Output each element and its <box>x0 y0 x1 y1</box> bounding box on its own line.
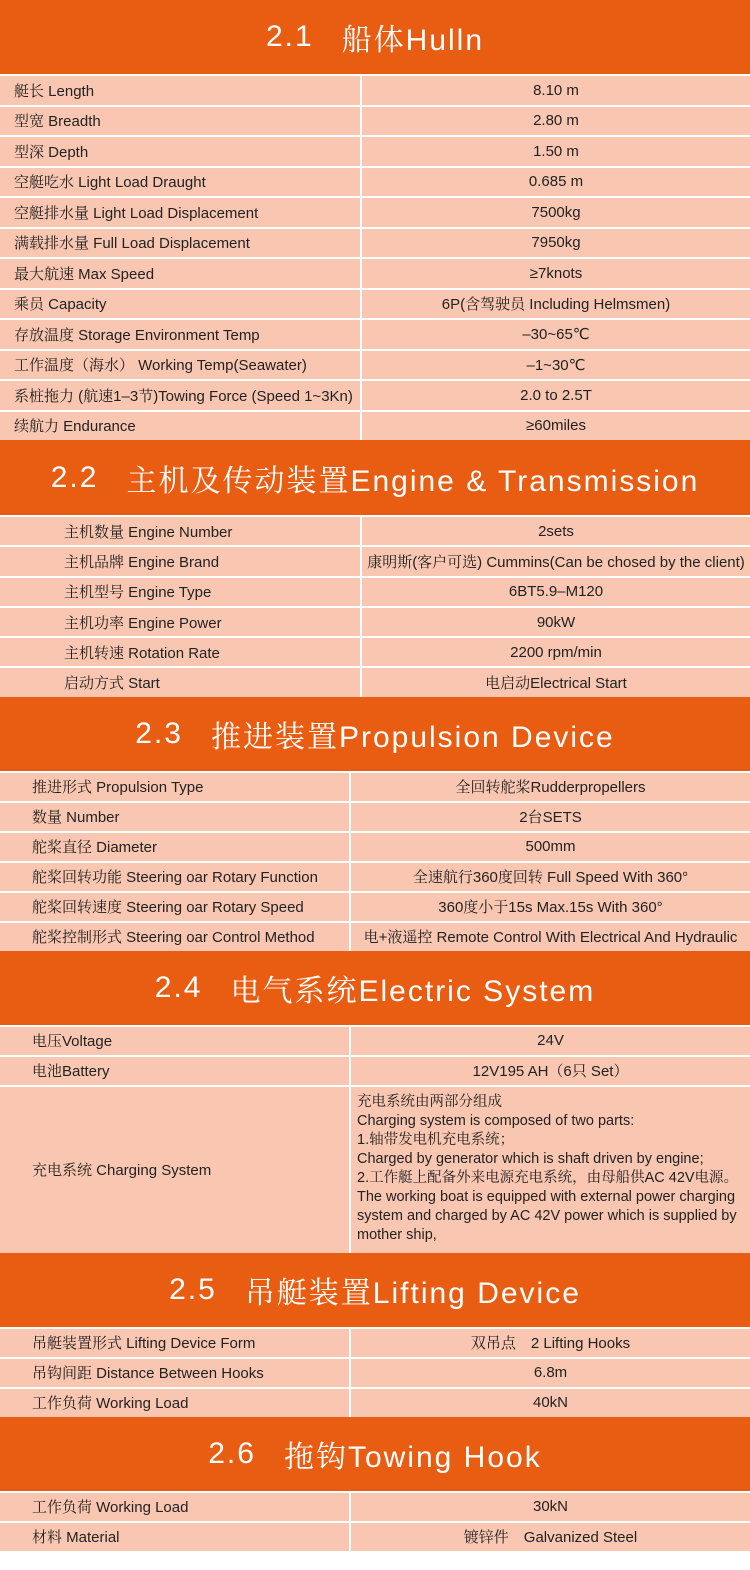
spec-row <box>0 135 750 166</box>
spec-value-multiline <box>351 1087 750 1253</box>
spec-key: 艇长 Length <box>0 76 362 105</box>
spec-key: 舵桨控制形式 Steering oar Control Method <box>0 923 351 951</box>
section-number: 2.6 <box>208 1436 256 1470</box>
spec-key: 电压Voltage <box>0 1027 351 1055</box>
section-number: 2.2 <box>50 460 99 494</box>
spec-key: 满载排水量 Full Load Displacement <box>0 229 362 258</box>
spec-key: 材料 Material <box>0 1523 351 1551</box>
spec-row <box>0 666 750 696</box>
spec-value: 7950kg <box>531 234 581 252</box>
spec-row <box>0 227 750 258</box>
section-title: 船体Hulln <box>341 24 485 57</box>
spec-value: 24V <box>537 1032 564 1050</box>
spec-row <box>0 196 750 227</box>
spec-key: 工作温度（海水） Working Temp(Seawater) <box>0 351 362 380</box>
section-title: 推进装置Propulsion Device <box>210 720 615 754</box>
spec-value: 全速航行360度回转 Full Speed With 360° <box>412 869 689 887</box>
spec-row <box>0 410 750 441</box>
spec-value: 2200 rpm/min <box>510 643 602 661</box>
section-number: 2.3 <box>135 716 183 750</box>
spec-row <box>0 1521 750 1551</box>
spec-value: 电+液遥控 Remote Control With Electrical And Hydraulic <box>363 929 738 947</box>
spec-value: –1~30℃ <box>526 356 586 374</box>
section-number: 2.1 <box>265 20 314 53</box>
spec-row <box>0 1055 750 1085</box>
spec-row <box>0 288 750 319</box>
spec-row <box>0 636 750 666</box>
section-header <box>0 951 750 1025</box>
charging-line: Charging system is composed of two parts: <box>357 1112 635 1129</box>
spec-row <box>0 1025 750 1055</box>
section-header <box>0 1253 750 1327</box>
spec-key: 系桩拖力 (航速1–3节)Towing Force (Speed 1~3Kn) <box>0 381 362 410</box>
spec-row <box>0 801 750 831</box>
section-towing <box>0 1417 750 1551</box>
spec-value: 2.80 m <box>533 112 579 130</box>
spec-key: 最大航速 Max Speed <box>0 259 362 288</box>
spec-key: 空艇排水量 Light Load Displacement <box>0 198 362 227</box>
section-title: 主机及传动装置Engine & Transmission <box>126 464 700 498</box>
spec-row <box>0 349 750 380</box>
spec-key: 工作负荷 Working Load <box>0 1389 351 1417</box>
spec-value: 2.0 to 2.5T <box>520 386 592 404</box>
spec-value: 30kN <box>532 1498 569 1516</box>
spec-key: 舵桨回转速度 Steering oar Rotary Speed <box>0 893 351 921</box>
spec-row <box>0 105 750 136</box>
spec-value: 12V195 AH（6只 Set） <box>472 1063 629 1081</box>
spec-key: 电池Battery <box>0 1057 351 1085</box>
spec-value: ≥7knots <box>529 264 583 282</box>
section-hull <box>0 0 750 440</box>
spec-value: 90kW <box>536 613 576 631</box>
spec-row <box>0 1357 750 1387</box>
spec-row <box>0 318 750 349</box>
spec-row <box>0 379 750 410</box>
spec-key: 舵桨回转功能 Steering oar Rotary Function <box>0 863 351 891</box>
section-header <box>0 1417 750 1491</box>
spec-row <box>0 921 750 951</box>
section-electric <box>0 951 750 1253</box>
spec-key: 推进形式 Propulsion Type <box>0 773 351 801</box>
section-number: 2.4 <box>154 970 203 1004</box>
section-header <box>0 440 750 515</box>
spec-row <box>0 891 750 921</box>
section-title: 电气系统Electric System <box>230 974 596 1008</box>
spec-row <box>0 861 750 891</box>
spec-row <box>0 831 750 861</box>
spec-key: 数量 Number <box>0 803 351 831</box>
spec-row <box>0 166 750 197</box>
spec-key: 吊艇装置形式 Lifting Device Form <box>0 1329 351 1357</box>
spec-key: 舵桨直径 Diameter <box>0 833 351 861</box>
spec-value: 0.685 m <box>528 173 584 191</box>
spec-key: 主机转速 Rotation Rate <box>0 638 362 666</box>
charging-line: 充电系统由两部分组成 <box>357 1093 502 1110</box>
spec-key: 启动方式 Start <box>0 668 362 696</box>
spec-row <box>0 74 750 105</box>
charging-line: The working boat is equipped with external power charging system and charged by AC 42V power which is supplied by mother ship, <box>357 1188 737 1243</box>
section-header <box>0 697 750 771</box>
spec-value: 康明斯(客户可选) Cummins(Can be chosed by the client) <box>367 553 745 571</box>
spec-value: ≥60miles <box>526 417 586 435</box>
spec-row <box>0 257 750 288</box>
spec-row <box>0 1327 750 1357</box>
section-title: 吊艇装置Lifting Device <box>244 1276 581 1310</box>
spec-key: 乘员 Capacity <box>0 290 362 319</box>
section-lifting <box>0 1253 750 1417</box>
spec-value: 双吊点 2 Lifting Hooks <box>470 1335 631 1353</box>
spec-value: 360度小于15s Max.15s With 360° <box>438 899 663 917</box>
charging-line: 2.工作艇上配备外来电源充电系统，由母船供AC 42V电源。 <box>357 1169 739 1186</box>
spec-key: 充电系统 Charging System <box>0 1087 351 1253</box>
spec-row <box>0 1491 750 1521</box>
section-header <box>0 0 750 74</box>
spec-row <box>0 1387 750 1417</box>
spec-row <box>0 576 750 606</box>
spec-value: 8.10 m <box>533 81 579 99</box>
section-number: 2.5 <box>169 1272 217 1306</box>
spec-value: 6BT5.9–M120 <box>508 583 604 601</box>
spec-value: 1.50 m <box>533 142 579 160</box>
spec-row-charging <box>0 1085 750 1253</box>
spec-row <box>0 771 750 801</box>
spec-key: 主机数量 Engine Number <box>0 517 362 545</box>
section-engine <box>0 440 750 697</box>
spec-value: 2台SETS <box>519 809 582 827</box>
charging-line: Charged by generator which is shaft driven by engine; <box>357 1150 704 1167</box>
spec-key: 主机品牌 Engine Brand <box>0 547 362 575</box>
spec-key: 吊钩间距 Distance Between Hooks <box>0 1359 351 1387</box>
spec-row <box>0 545 750 575</box>
charging-line: 1.轴带发电机充电系统； <box>357 1131 515 1148</box>
spec-value: 6P(含驾驶员 Including Helmsmen) <box>441 296 671 314</box>
spec-value: 7500kg <box>531 203 581 221</box>
spec-value: 镀锌件 Galvanized Steel <box>463 1529 638 1547</box>
spec-value: –30~65℃ <box>522 326 590 344</box>
spec-value: 2sets <box>538 522 574 540</box>
spec-key: 型深 Depth <box>0 137 362 166</box>
spec-key: 空艇吃水 Light Load Draught <box>0 168 362 197</box>
spec-key: 工作负荷 Working Load <box>0 1493 351 1521</box>
section-propulsion <box>0 697 750 951</box>
spec-value: 电启动Electrical Start <box>485 675 627 693</box>
spec-key: 主机型号 Engine Type <box>0 578 362 606</box>
spec-value: 500mm <box>525 838 576 856</box>
spec-value: 6.8m <box>533 1364 568 1382</box>
spec-key: 存放温度 Storage Environment Temp <box>0 320 362 349</box>
spec-value: 全回转舵桨Rudderpropellers <box>455 779 646 797</box>
spec-value: 40kN <box>532 1394 569 1412</box>
spec-key: 主机功率 Engine Power <box>0 608 362 636</box>
spec-key: 续航力 Endurance <box>0 412 362 441</box>
spec-key: 型宽 Breadth <box>0 107 362 136</box>
section-title: 拖钩Towing Hook <box>283 1440 542 1474</box>
spec-row <box>0 606 750 636</box>
spec-row <box>0 515 750 545</box>
